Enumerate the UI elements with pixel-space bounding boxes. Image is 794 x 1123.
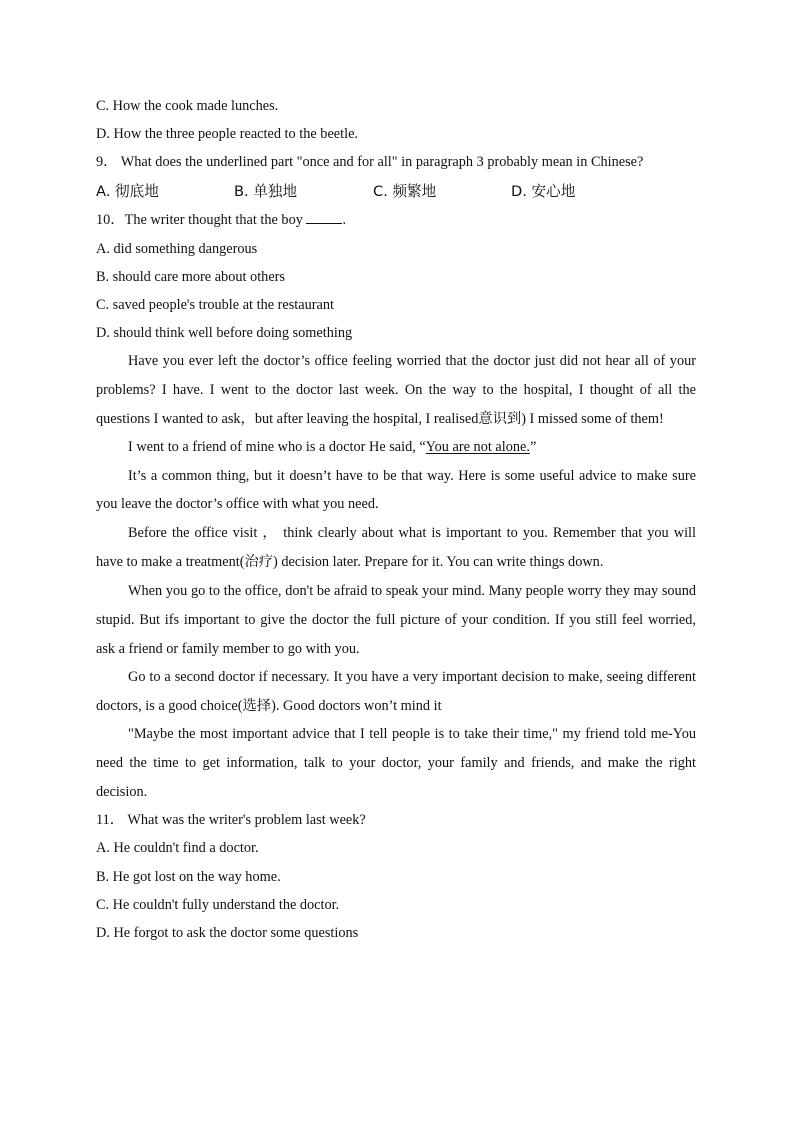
document-page [96,92,696,947]
passage-paragraph-3: It’s a common thing, but it doesn’t have to be that way. Here is some useful advice to make sure you leave the doctor’s office with what you need. [96,467,696,513]
q9-option-a: A. 彻底地 [96,183,159,201]
passage-paragraph-5: When you go to the office, don't be afraid to speak your mind. Many people worry they may sound stupid. But ifs important to give the doctor the full picture of your condition. If you still feel worried, ask a friend or family member to go with you. [96,583,696,657]
q11-option-d: D. He forgot to ask the doctor some questions [96,924,359,941]
q9-options [96,177,696,206]
q10-option-b: B. should care more about others [96,268,285,285]
q10-stem-end: . [342,212,347,229]
q9-option-d: D. 安心地 [511,183,576,201]
passage-paragraph-2 [96,433,696,462]
q10-option-d: D. should think well before doing something [96,325,353,342]
q9-option-b: B. 单独地 [234,183,298,201]
q11-stem: 11． What was the writer's problem last week? [96,812,366,829]
q10-stem [96,206,696,234]
q10-option-a: A. did something dangerous [96,240,258,257]
answer-blank [306,213,342,224]
q10-stem-text: 10．The writer thought that the boy [96,212,307,229]
q9-stem: 9． What does the underlined part "once and for all" in paragraph 3 probably mean in Chinese? [96,154,644,171]
passage-paragraph-1: Have you ever left the doctor’s office feeling worried that the doctor just did not hear all of your problems? I have. I went to the doctor last week. On the way to the hospital, I thought of all the questions I wanted to ask，but after leaving the hospital, I realised意识到) I missed some of them! [96,353,696,427]
q10-option-c: C. saved people's trouble at the restaurant [96,297,334,314]
q11-option-c: C. He couldn't fully understand the doctor. [96,896,340,913]
closing-quote: ” [529,439,537,456]
passage-paragraph-7: "Maybe the most important advice that I tell people is to take their time," my friend told me-You need the time to get information, talk to your doctor, your family and friends, and make the right decision. [96,726,696,800]
passage-paragraph-6: Go to a second doctor if necessary. It you have a very important decision to make, seeing different doctors, is a good choice(选择). Good doctors won’t mind it [96,669,696,714]
underlined-quote: You are not alone. [425,439,530,456]
q11-option-b: B. He got lost on the way home. [96,868,281,885]
paragraph-2-text: I went to a friend of mine who is a doctor He said, “ [128,439,426,456]
q8-option-d: D. How the three people reacted to the beetle. [96,126,358,143]
passage-paragraph-4: Before the office visit ， think clearly about what is important to you. Remember that you will have to make a treatment(治疗) decision later. Prepare for it. You can write things down. [96,524,696,571]
q8-option-c: C. How the cook made lunches. [96,98,279,114]
q9-option-c: C. 频繁地 [373,183,437,201]
q11-option-a: A. He couldn't find a doctor. [96,840,259,857]
